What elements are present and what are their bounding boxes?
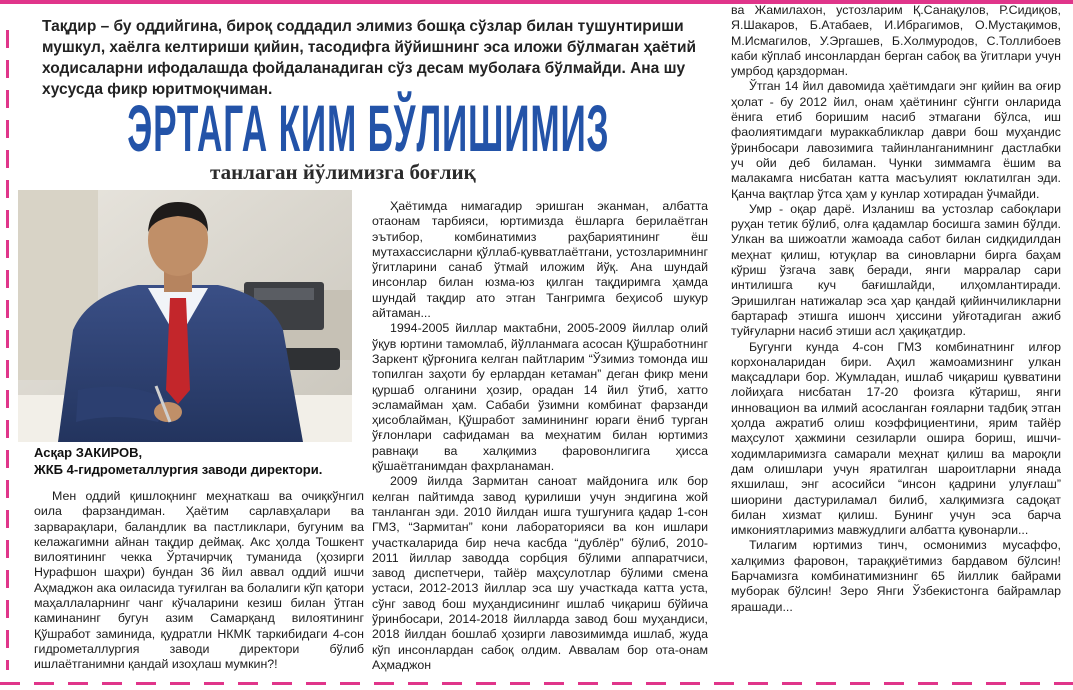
portrait-photo — [18, 190, 352, 442]
paragraph: Мен оддий қишлоқнинг меҳнаткаш ва очиқкўнгил оила фарзандиман. Ҳаётим сарлавҳалари ва зарварақлари, баландлик ва пастликлари, бугуним ва келажагимни айнан тақдир деймақ. Акс ҳолда Тошкент вилоятининг чекка Ўртачирчиқ туманида (ҳозирги Нурафшон шаҳри) бундан 36 йил аввал оддий ишчи Аҳмаджон ака оиласида туғилган ва болалиги кўп қатори маҳаллаларнинг чанг кўчаларини кезиш билан ўтган каминанинг бугун азим Самарқанд вилоятининг Қўшработ заминида, қудратли НКМК таркибидаги 4-сон гидрометаллургия заводи директори бўлиб ишлаётганимни қандай изоҳлаш мумкин?! — [34, 489, 364, 672]
left-dashed-border — [6, 30, 9, 670]
paragraph: Бугунги кунда 4-сон ГМЗ комбинатнинг илғор корхоналаридан бири. Аҳил жамоамизнинг улкан мақсадлари бор. Жумладан, ишлаб чиқариш қувватини лойиҳага нисбатан 17-20 фоизга кўтариш, янги инновацион ва илмий асосланган ғояларни тадбиқ этган ҳолда ажратиб олиш коэффициентини, ярим тайёр маҳсулот ҳажмини сезиларли ошира бориш, ишчи-ходимларимизга самарали меҳнат қилиш ва мароқли дам олишлари учун яратилган шароитларни янада яхшилаш, энг асосийси “инсон қадрини улуғлаш” шиорини дастуриламал билиб, халқимизга садоқат билан хизмат қилиш. Бунинг учун эса барча имкониятларимиз мавжудлиги албатта қувонарли... — [731, 339, 1061, 538]
column-2 — [372, 199, 708, 673]
subtitle: танлаган йўлимизга боғлиқ — [210, 160, 476, 184]
paragraph: 2009 йилда Зармитан саноат майдонига илк бор келган пайтимда завод қурилиши учун эндигина жой танланган эди. 2010 йилдан ишга тушгунига қадар 1-сон ГМЗ, “Зармитан” кони лабораторияси ва кон ишлари участкаларида бир неча касбда “дублёр” бўлиб, 2010-2011 йиллар заводда сорбция бўлими аппаратчиси, завод диспетчери, тайёр маҳсулотлар бўлими смена устаси, 2012-2013 йиллар эса шу участкада катта уста, сўнг завод бош муҳандисининг ишлаб чиқариш бўйича ўринбосари, 2014-2018 йилларда завод бош муҳандиси, 2018 йилдан бошлаб ҳозирги лавозимимда ишлаб, жуда кўп инсонлардан сабоқ олдим. Аввалам бор ота-онам Аҳмаджон — [372, 474, 708, 672]
intro-lead: Тақдир – бу оддийгина, бироқ соддадил элимиз бошқа сўзлар билан тушунтириши мушкул, хаёлга келтириши қийин, тасодифга йўйишнинг эса иложи бўлмаган ҳаётий ходисаларни ифодалашда фойдаланадиган сўз десам муболаға бўлмайди. Ана шу хусусда фикр юритмоқчиман. — [42, 18, 697, 98]
portrait-illustration — [18, 190, 352, 442]
column-1 — [34, 489, 364, 673]
headline — [78, 92, 658, 166]
paragraph: Ҳаётимда нимагадир эришган эканман, албатта отаонам тарбияси, юртимизда ёшларга берилаётган эътибор, комбинатимиз раҳбариятининг ёш мутахассисларни қўллаб-қувватлаётгани, устозларимнинг ўгитларини санаб ўтмай иложим йўқ. Ана шундай инсонлар билан юзма-юз қилган тақдиримга ҳамда шундай тақдир ато этган Тангримга беҳисоб шукур айтаман... — [372, 199, 708, 321]
bottom-dashed-border — [0, 682, 1073, 685]
headline-text: ЭРТАГА КИМ БЎЛИШИМИЗ — [126, 92, 610, 166]
paragraph: 1994-2005 йиллар мактабни, 2005-2009 йиллар олий ўқув юртини тамомлаб, йўлланмага асосан Қўшработнинг Заркент қўрғонига келган пайтларим “Ўзимиз томонда иш топилган заҳоти бу ерлардан кетаман” деган фикр мени қуршаб олганини ҳозир, орадан 14 йил ўтиб, хатто эсламайман ҳам. Сабаби ўзимни комбинат фарзанди ҳисоблайман, Қўшработ заминининг юраги ёниб турган ўғлонлари сафидаман ва меҳнатим билан юртимиз равнақи ва халқимиз фаровонлигига ҳисса қўшаётганимдан фахрланаман. — [372, 321, 708, 474]
paragraph: Ўтган 14 йил давомида ҳаётимдаги энг қийин ва оғир ҳолат - бу 2012 йил, онам ҳаётининг сўнгги онларида ёнига етиб боришим насиб этмагани бўлса, иш фаолиятимдаги мураккабликлар даври бош муҳандис ўринбосари лавозимига тайинланганимнинг дастлабки уч ойи деб биламан. Чунки зиммамга ёшим ва малакамга нисбатан катта масъулият юклатилган эди. Қанча вақтлар ўтса ҳам у кунлар хотирадан ўчмайди. — [731, 79, 1061, 201]
photo-caption — [34, 444, 364, 478]
column-3 — [731, 3, 1061, 615]
caption-position: ЖКБ 4-гидрометаллургия заводи директори. — [34, 462, 323, 477]
paragraph: Тилагим юртимиз тинч, осмонимиз мусаффо, халқимиз фаровон, тараққиётимиз бардавом бўлсин! Барчамизга комбинатимизнинг 65 йиллик байрами муборак бўлсин! Зеро Янги Ўзбекистонга байрамлар ярашади... — [731, 538, 1061, 614]
caption-name: Асқар ЗАКИРОВ, — [34, 445, 143, 460]
paragraph: Умр - оқар дарё. Изланиш ва устозлар сабоқлари руҳан тетик бўлиб, олға қадамлар босишга замин бўлди. Улкан ва шижоатли жамоада сабот билан сидқидилдан меҳнат қилиш, ютуқлар ва синовларни бирга баҳам кўриш ўзгача завқ беради, янги марралар сари интилишга куч бағишлайди, илҳомлантиради. Эришилган натижалар эса ҳар қандай қийинчиликларни бартараф этишга ишонч ҳиссини уйғотадиган ажиб туйғуларни насиб этиши асл ҳақиқатдир. — [731, 201, 1061, 339]
paragraph: ва Жамилахон, устозларим Қ.Санақулов, Р.Сидиқов, Я.Шакаров, Б.Атабаев, И.Ибрагимов, О.Мустақимов, М.Исмагилов, У.Эргашев, Б.Холмуродов, С.Толлибоев каби кўплаб инсонлардан берган сабоқ ва ўгитлари учун умрбод қарздорман. — [731, 3, 1061, 79]
